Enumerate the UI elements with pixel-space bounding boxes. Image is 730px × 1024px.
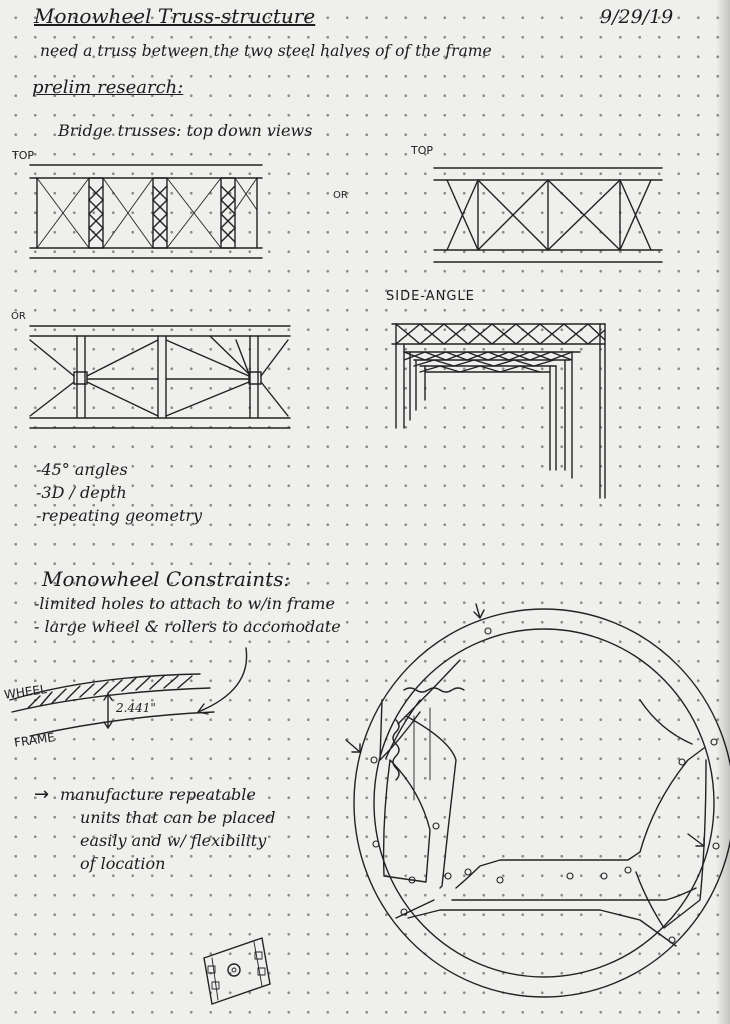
note-geometry: -repeating geometry (36, 506, 203, 525)
goal-text: need a truss between the two steel halves of of the frame (40, 42, 492, 60)
research-heading: prelim research: (32, 77, 184, 98)
manufacture-line-2: units that can be placed (80, 808, 276, 827)
manufacture-line-1: manufacture repeatable (60, 785, 256, 804)
constraint-holes: -limited holes to attach to w/in frame (34, 594, 335, 613)
page-edge-shadow (716, 0, 730, 1024)
page-title: Monowheel Truss-structure (34, 4, 316, 28)
label-wheel: WHEEL (3, 682, 48, 702)
label-or-1: OR (333, 190, 348, 201)
dimension-label: 2.441" (116, 701, 156, 715)
note-angles: -45° angles (36, 460, 128, 479)
constraint-wheel: - large wheel & rollers to accomodate (34, 617, 341, 636)
research-subheading: Bridge trusses: top down views (58, 121, 313, 140)
manufacture-line-3: easily and w/ flexibility (80, 831, 267, 850)
label-top-2: TOP (411, 144, 434, 157)
label-side-angle: SIDE-ANGLE (386, 289, 475, 304)
label-or-2: OR (11, 311, 26, 322)
label-top-1: TOP (12, 149, 35, 162)
manufacture-line-4: of location (80, 854, 166, 873)
label-frame: FRAME (13, 730, 56, 750)
page-date: 9/29/19 (600, 6, 674, 28)
arrow-icon: → (34, 784, 50, 805)
note-depth: -3D / depth (36, 483, 127, 502)
constraints-heading: Monowheel Constraints: (42, 567, 291, 591)
